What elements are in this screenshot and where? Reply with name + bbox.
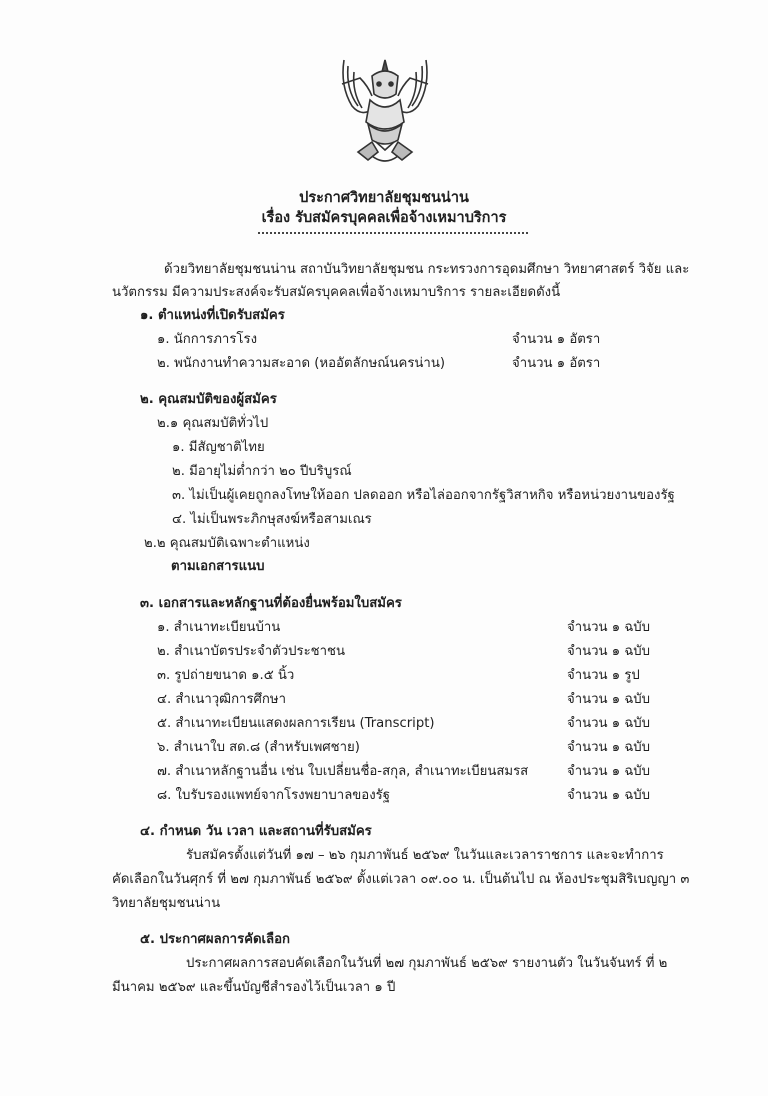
section-3-heading: ๓. เอกสารและหลักฐานที่ต้องยื่นพร้อมใบสมัคร [140,596,402,611]
results-line-2: มีนาคม ๒๕๖๙ และขึ้นบัญชีสำรองไว้เป็นเวลา ๑ ปี [112,980,396,995]
document-title: ประกาศวิทยาลัยชุมชนน่าน [299,190,469,206]
section-1-heading: ๑. ตำแหน่งที่เปิดรับสมัคร [140,308,285,323]
qualification-item: ๔. ไม่เป็นพระภิกษุสงฆ์หรือสามเณร [172,512,372,527]
results-line-1: ประกาศผลการสอบคัดเลือกในวันที่ ๒๗ กุมภาพันธ์ ๒๕๖๙ รายงานตัว ในวันจันทร์ ที่ ๒ [186,956,668,971]
document-item: ๖. สำเนาใบ สด.๘ (สำหรับเพศชาย) [157,740,360,755]
document-item: ๘. ใบรับรองแพทย์จากโรงพยาบาลของรัฐ [157,788,391,803]
document-subject: เรื่อง รับสมัครบุคคลเพื่อจ้างเหมาบริการ [261,210,507,226]
garuda-emblem-icon [332,56,438,168]
document-item: ๔. สำเนาวุฒิการศึกษา [157,692,286,707]
qualification-item: ๓. ไม่เป็นผู้เคยถูกลงโทษให้ออก ปลดออก หรือไล่ออกจากรัฐวิสาหกิจ หรือหน่วยงานของรัฐ [172,488,675,503]
position-item: ๑. นักการภารโรง [157,332,258,347]
application-period-line-2: คัดเลือกในวันศุกร์ ที่ ๒๗ กุมภาพันธ์ ๒๕๖๙ ตั้งแต่เวลา ๐๙.๐๐ น. เป็นต้นไป ณ ห้องประชุมสิริเบญญา ๓ [112,872,690,887]
document-quantity: จำนวน ๑ ฉบับ [567,740,651,755]
document-quantity: จำนวน ๑ ฉบับ [567,716,651,731]
document-item: ๑. สำเนาทะเบียนบ้าน [157,620,281,635]
document-quantity: จำนวน ๑ ฉบับ [567,764,651,779]
document-quantity: จำนวน ๑ ฉบับ [567,644,651,659]
intro-line-1: ด้วยวิทยาลัยชุมชนน่าน สถาบันวิทยาลัยชุมชน กระทรวงการอุดมศึกษา วิทยาศาสตร์ วิจัย และ [164,262,690,277]
document-item: ๕. สำเนาทะเบียนแสดงผลการเรียน (Transcript) [157,716,435,731]
position-quantity: จำนวน ๑ อัตรา [512,356,601,371]
specific-qualifications-heading: ๒.๒ คุณสมบัติเฉพาะตำแหน่ง [144,536,310,551]
qualification-item: ๒. มีอายุไม่ต่ำกว่า ๒๐ ปีบริบูรณ์ [172,464,352,479]
application-period-line-3: วิทยาลัยชุมชนน่าน [112,896,221,911]
position-quantity: จำนวน ๑ อัตรา [512,332,601,347]
section-4-heading: ๔. กำหนด วัน เวลา และสถานที่รับสมัคร [140,824,372,839]
section-2-heading: ๒. คุณสมบัติของผู้สมัคร [140,392,277,407]
document-item: ๒. สำเนาบัตรประจำตัวประชาชน [157,644,345,659]
intro-line-2: นวัตกรรม มีความประสงค์จะรับสมัครบุคคลเพื่อจ้างเหมาบริการ รายละเอียดดังนี้ [112,285,561,300]
specific-qualifications-note: ตามเอกสารแนบ [171,559,265,574]
title-divider [258,232,528,234]
general-qualifications-heading: ๒.๑ คุณสมบัติทั่วไป [157,416,269,431]
application-period-line-1: รับสมัครตั้งแต่วันที่ ๑๗ – ๒๖ กุมภาพันธ์ ๒๕๖๙ ในวันและเวลาราชการ และจะทำการ [186,848,664,863]
document-item: ๗. สำเนาหลักฐานอื่น เช่น ใบเปลี่ยนชื่อ-สกุล, สำเนาทะเบียนสมรส [157,764,529,779]
document-item: ๓. รูปถ่ายขนาด ๑.๕ นิ้ว [157,668,295,683]
document-quantity: จำนวน ๑ รูป [567,668,640,683]
document-quantity: จำนวน ๑ ฉบับ [567,620,651,635]
qualification-item: ๑. มีสัญชาติไทย [172,440,265,455]
section-5-heading: ๕. ประกาศผลการคัดเลือก [140,932,291,947]
document-quantity: จำนวน ๑ ฉบับ [567,692,651,707]
document-quantity: จำนวน ๑ ฉบับ [567,788,651,803]
position-item: ๒. พนักงานทำความสะอาด (หออัตลักษณ์นครน่าน) [157,356,446,371]
